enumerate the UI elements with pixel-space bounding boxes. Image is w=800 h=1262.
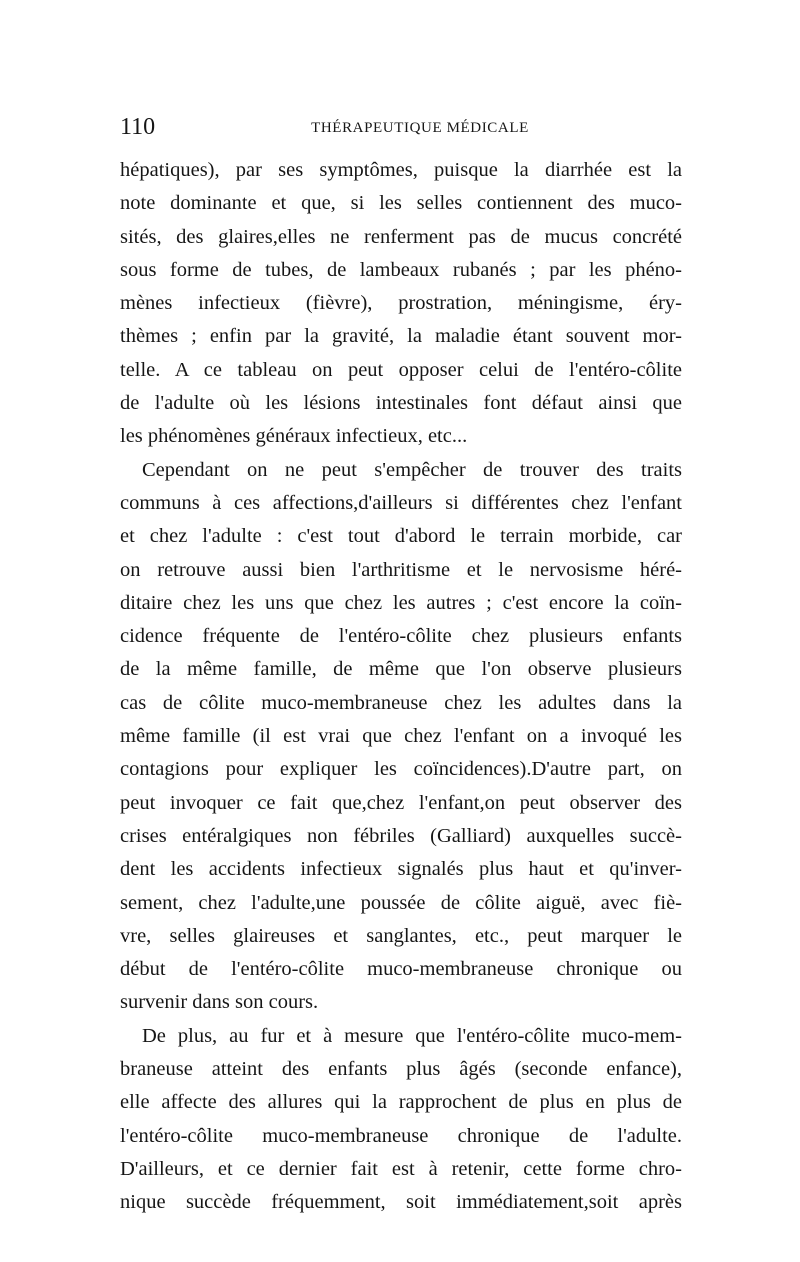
text-line: De plus, au fur et à mesure que l'entéro-côlite muco-mem-: [142, 1024, 682, 1047]
text-line: contagions pour expliquer les coïncidences).D'autre part, on: [120, 758, 682, 781]
text-line: sement, chez l'adulte,une poussée de côlite aiguë, avec fiè-: [120, 891, 682, 914]
text-line: sous forme de tubes, de lambeaux rubanés ; par les phéno-: [120, 258, 682, 281]
paragraph: [120, 154, 682, 454]
text-line: les phénomènes généraux infectieux, etc...: [120, 425, 468, 448]
text-line: cidence fréquente de l'entéro-côlite chez plusieurs enfants: [120, 625, 682, 648]
text-line: mènes infectieux (fièvre), prostration, méningisme, éry-: [120, 292, 682, 315]
text-line: braneuse atteint des enfants plus âgés (seconde enfance),: [120, 1058, 682, 1081]
text-line: telle. A ce tableau on peut opposer celui de l'entéro-côlite: [120, 358, 682, 381]
text-line: cas de côlite muco-membraneuse chez les adultes dans la: [120, 691, 682, 714]
running-head: [120, 112, 682, 142]
text-line: note dominante et que, si les selles contiennent des muco-: [120, 192, 682, 215]
text-line: de l'adulte où les lésions intestinales font défaut ainsi que: [120, 392, 682, 415]
text-line: dent les accidents infectieux signalés plus haut et qu'inver-: [120, 858, 682, 881]
text-line: hépatiques), par ses symptômes, puisque la diarrhée est la: [120, 159, 682, 181]
text-line: on retrouve aussi bien l'arthritisme et le nervosisme héré-: [120, 558, 682, 581]
text-line: l'entéro-côlite muco-membraneuse chronique de l'adulte.: [120, 1124, 682, 1147]
text-line: début de l'entéro-côlite muco-membraneuse chronique ou: [120, 958, 682, 981]
text-line: nique succède fréquemment, soit immédiatement,soit après: [120, 1191, 682, 1214]
text-line: de la même famille, de même que l'on observe plusieurs: [120, 658, 682, 681]
text-line: survenir dans son cours.: [120, 991, 319, 1014]
body-text: [120, 154, 682, 1220]
text-line: peut invoquer ce fait que,chez l'enfant,on peut observer des: [120, 791, 682, 814]
text-line: crises entéralgiques non fébriles (Galliard) auxquelles succè-: [120, 824, 682, 847]
text-line: et chez l'adulte : c'est tout d'abord le terrain morbide, car: [120, 525, 682, 548]
text-line: sités, des glaires,elles ne renferment pas de mucus concrété: [120, 225, 682, 248]
text-line: D'ailleurs, et ce dernier fait est à retenir, cette forme chro-: [120, 1157, 682, 1180]
text-line: ditaire chez les uns que chez les autres ; c'est encore la coïn-: [120, 591, 682, 614]
text-line: thèmes ; enfin par la gravité, la maladie étant souvent mor-: [120, 325, 682, 348]
page-number: 110: [120, 114, 156, 140]
text-line: communs à ces affections,d'ailleurs si différentes chez l'enfant: [120, 491, 682, 514]
running-title: THÉRAPEUTIQUE MÉDICALE: [311, 120, 529, 136]
text-line: Cependant on ne peut s'empêcher de trouver des traits: [142, 458, 682, 481]
text-line: vre, selles glaireuses et sanglantes, etc., peut marquer le: [120, 924, 682, 947]
paragraph: [120, 1020, 682, 1220]
text-line: elle affecte des allures qui la rapprochent de plus en plus de: [120, 1091, 682, 1114]
text-line: même famille (il est vrai que chez l'enfant on a invoqué les: [120, 725, 682, 748]
paragraph: [120, 454, 682, 1020]
